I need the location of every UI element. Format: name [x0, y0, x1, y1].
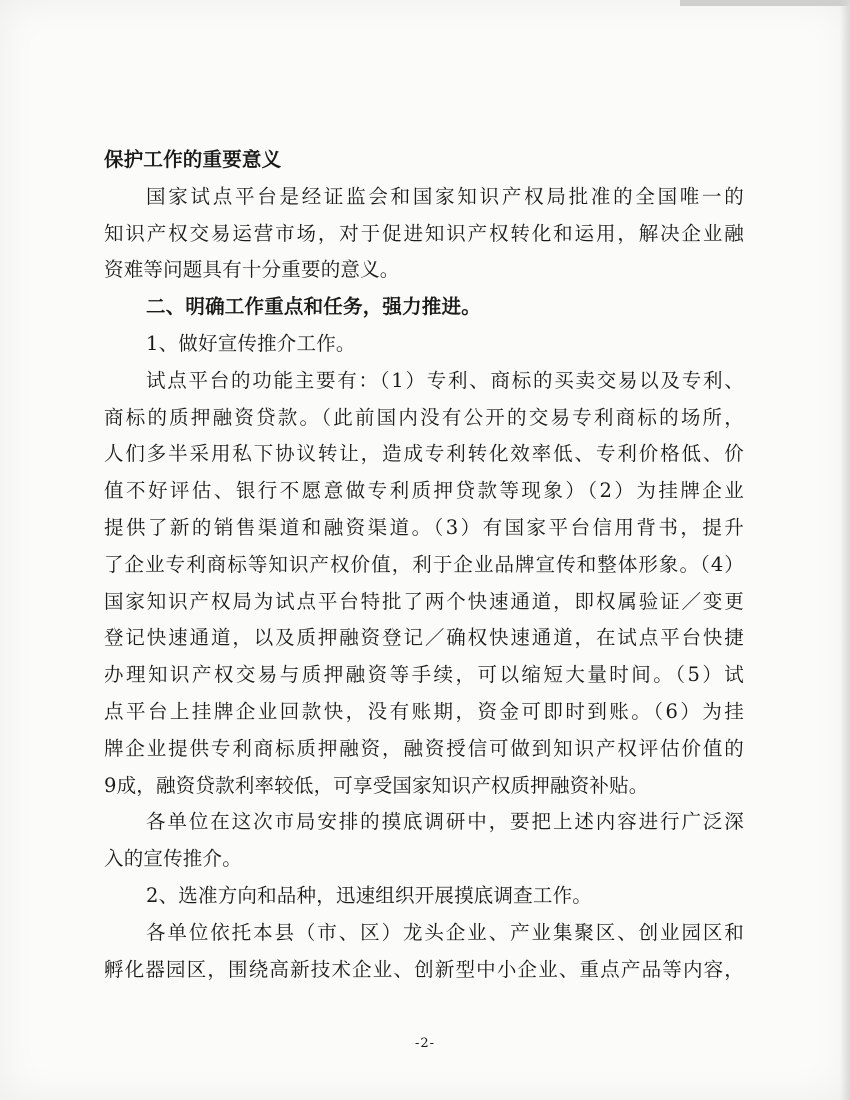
- page-number: -2-: [414, 1036, 436, 1051]
- subsection-heading: 1、做好宣传推介工作。: [146, 331, 356, 355]
- document-body: [104, 142, 744, 988]
- paragraph-line: 国家试点平台是经证监会和国家知识产权局批准的全国唯一的: [146, 184, 744, 208]
- paragraph-line: 了企业专利商标等知识产权价值，利于企业品牌宣传和整体形象。（4）: [104, 552, 744, 576]
- paragraph-line: 牌企业提供专利商标质押融资，融资授信可做到知识产权评估价值的: [104, 736, 744, 760]
- paragraph-line: 各单位在这次市局安排的摸底调研中，要把上述内容进行广泛深: [146, 810, 744, 834]
- subsection-heading: 2、选准方向和品种，迅速组织开展摸底调查工作。: [146, 883, 593, 907]
- scan-edge: [680, 0, 850, 6]
- paragraph-line: 办理知识产权交易与质押融资等手续，可以缩短大量时间。（5）试: [104, 663, 744, 687]
- scan-shadow: [840, 0, 850, 1100]
- paragraph-line: 试点平台的功能主要有：（1）专利、商标的买卖交易以及专利、: [146, 368, 744, 392]
- paragraph-line: 资难等问题具有十分重要的意义。: [104, 258, 400, 282]
- section-heading-continued: 保护工作的重要意义: [104, 148, 282, 171]
- paragraph-line: 值不好评估、银行不愿意做专利质押贷款等现象）（2）为挂牌企业: [104, 479, 744, 503]
- paragraph-line: 孵化器园区，围绕高新技术企业、创新型中小企业、重点产品等内容，: [104, 957, 744, 981]
- paragraph-line: 知识产权交易运营市场，对于促进知识产权转化和运用，解决企业融: [104, 221, 744, 245]
- paragraph-line: 人们多半采用私下协议转让，造成专利转化效率低、专利价格低、价: [104, 442, 744, 466]
- paragraph-line: 各单位依托本县（市、区）龙头企业、产业集聚区、创业园区和: [146, 920, 744, 944]
- paragraph-line: 点平台上挂牌企业回款快，没有账期，资金可即时到账。（6）为挂: [104, 699, 744, 723]
- section-heading: 二、明确工作重点和任务，强力推进。: [146, 295, 481, 319]
- paragraph-line: 商标的质押融资贷款。（此前国内没有公开的交易专利商标的场所，: [104, 405, 744, 429]
- paragraph-line: 提供了新的销售渠道和融资渠道。（3）有国家平台信用背书，提升: [104, 515, 744, 539]
- paragraph-line: 9成，融资贷款利率较低，可享受国家知识产权质押融资补贴。: [104, 773, 649, 797]
- paragraph-line: 入的宣传推介。: [104, 847, 242, 871]
- paragraph-line: 国家知识产权局为试点平台特批了两个快速通道，即权属验证／变更: [104, 589, 744, 613]
- paragraph-line: 登记快速通道，以及质押融资登记／确权快速通道，在试点平台快捷: [104, 626, 744, 650]
